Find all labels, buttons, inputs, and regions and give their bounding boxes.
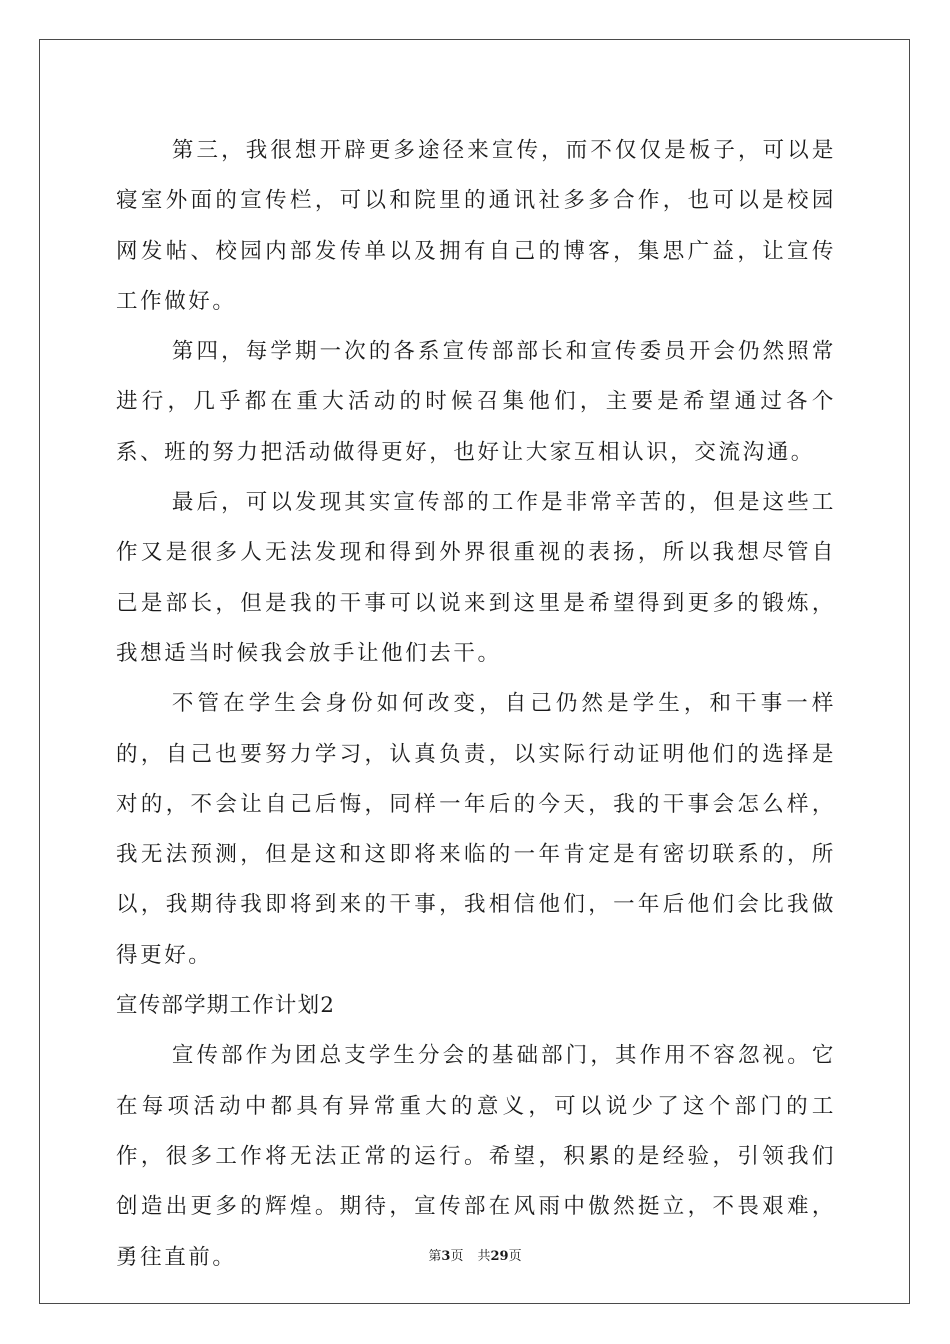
total-prefix: 共 (477, 1249, 491, 1264)
document-body (116, 126, 836, 1283)
paragraph-intro: 宣传部作为团总支学生分会的基础部门，其作用不容忽视。它在每项活动中都具有异常重大的意义，可以说少了这个部门的工作，很多工作将无法正常的运行。希望，积累的是经验，引领我们创造出更多的辉煌。期待，宣传部在风雨中傲然挺立，不畏艰难，勇往直前。 (116, 1043, 836, 1270)
paragraph-3: 第三，我很想开辟更多途径来宣传，而不仅仅是板子，可以是寝室外面的宣传栏，可以和院里的通讯社多多合作，也可以是校园网发帖、校园内部发传单以及拥有自己的博客，集思广益，让宣传工作做好。 (116, 138, 836, 314)
total-pages: 29 (490, 1249, 509, 1264)
paragraph-closing: 不管在学生会身份如何改变，自己仍然是学生，和干事一样的，自己也要努力学习，认真负责，以实际行动证明他们的选择是对的，不会让自己后悔，同样一年后的今天，我的干事会怎么样，我无法预测，但是这和这即将来临的一年肯定是有密切联系的，所以，我期待我即将到来的干事，我相信他们，一年后他们会比我做得更好。 (116, 691, 836, 968)
paragraph-4: 第四，每学期一次的各系宣传部部长和宣传委员开会仍然照常进行，几乎都在重大活动的时候召集他们，主要是希望通过各个系、班的努力把活动做得更好，也好让大家互相认识，交流沟通。 (116, 339, 836, 465)
page-prefix: 第 (428, 1249, 442, 1264)
paragraph-finally: 最后，可以发现其实宣传部的工作是非常辛苦的，但是这些工作又是很多人无法发现和得到外界很重视的表扬，所以我想尽管自己是部长，但是我的干事可以说来到这里是希望得到更多的锻炼，我想适当时候我会放手让他们去干。 (116, 490, 836, 666)
section-heading: 宣传部学期工作计划2 (116, 993, 336, 1019)
page-footer (0, 1245, 950, 1264)
page-number: 3 (441, 1249, 451, 1264)
page-suffix: 页 (450, 1249, 464, 1264)
total-suffix: 页 (508, 1249, 522, 1264)
